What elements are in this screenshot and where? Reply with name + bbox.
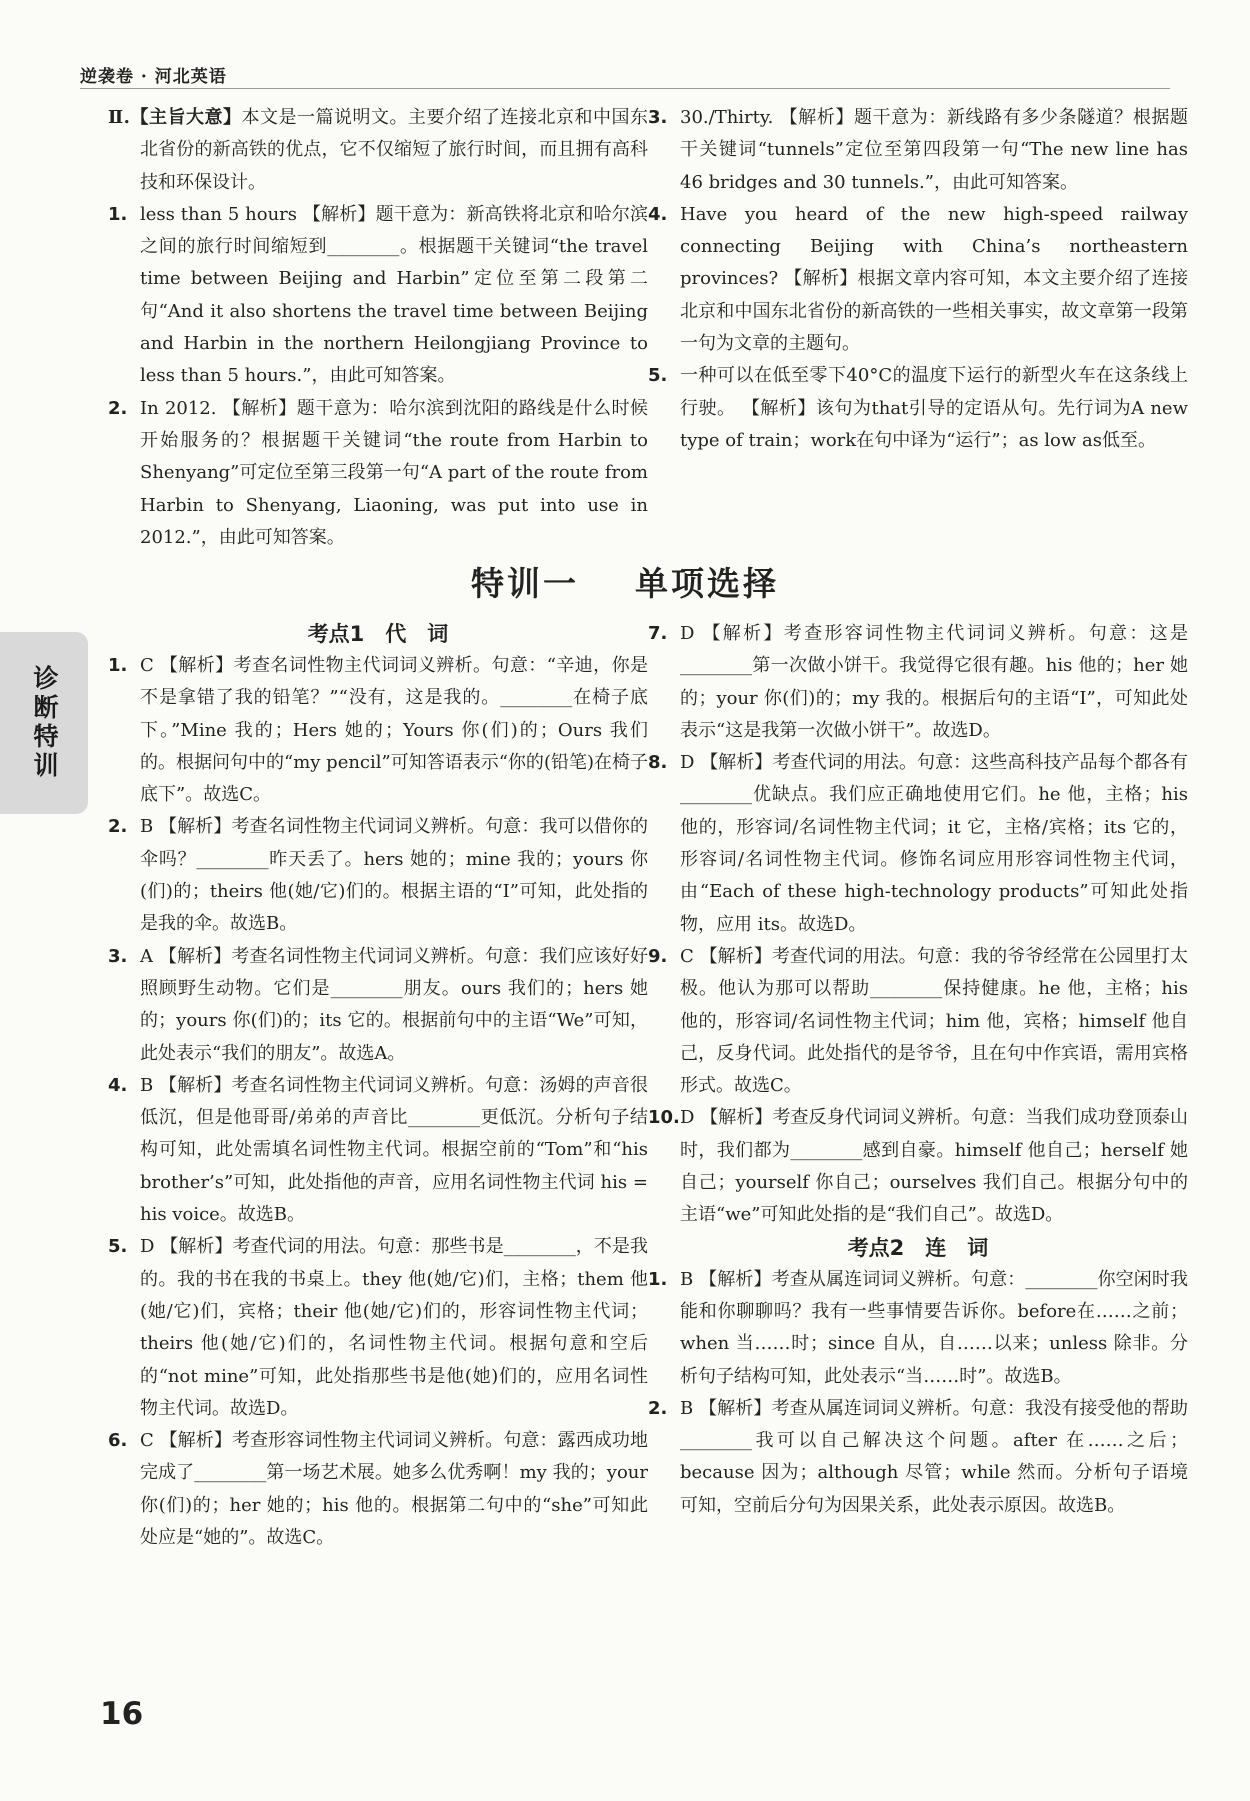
- point1-title: 考点1 代 词: [307, 622, 449, 646]
- answer-item: [108, 811, 648, 940]
- answer-item: [108, 941, 648, 1070]
- item-text: 30./Thirty. 【解析】题干意为：新线路有多少条隧道？根据题干关键词“tunnels”定位至第四段第一句“The new line has 46 bridges and 30 tunnels.”，由此可知答案。: [680, 107, 1188, 193]
- item-number: 1.: [108, 655, 128, 676]
- point2-title: 考点2 连 词: [847, 1235, 989, 1260]
- item-number: 1.: [648, 1268, 668, 1290]
- item-number: 9.: [648, 945, 668, 967]
- item-number: 4.: [648, 203, 668, 225]
- header-divider: [80, 88, 1170, 89]
- main-idea-tag: 【主旨大意】: [129, 107, 242, 128]
- item-number: 3.: [108, 945, 128, 967]
- answer-item: [648, 747, 1188, 941]
- item-number: 3.: [648, 107, 668, 128]
- passage-answer-item: [648, 102, 1188, 199]
- main-idea-paragraph: [108, 102, 648, 199]
- item-number: 5.: [108, 1236, 128, 1258]
- item-text: C 【解析】考查名词性物主代词词义辨析。句意：“辛迪，你是不是拿错了我的铅笔？”“没有，这是我的。________在椅子底下。”Mine 我的；Hers 她的；Yours 你(们)的；Ours 我们的。根据问句中的“my pencil”可知答语表示“你的(铅笔)在椅子底下”。故选C。: [140, 655, 648, 806]
- running-header: 逆袭卷 · 河北英语: [80, 67, 227, 87]
- item-text: D 【解析】考查代词的用法。句意：这些高科技产品每个都各有________优缺点。我们应正确地使用它们。he 他，主格；his 他的，形容词/名词性物主代词；it 它，主格/宾格；its 它的，形容词/名词性物主代词。修饰名词应用形容词性物主代词，由“Each of these high-technology products”可知此处指物，应用 its。故选D。: [680, 752, 1188, 935]
- item-text: 一种可以在低至零下40°C的温度下运行的新型火车在这条线上行驶。 【解析】该句为that引导的定语从句。先行词为A new type of train；work在句中译为“运行”；as low as低至。: [680, 365, 1188, 451]
- item-text: Have you heard of the new high-speed railway connecting Beijing with China’s northeastern provinces? 【解析】根据文章内容可知，本文主要介绍了连接北京和中国东北省份的新高铁的一些相关事实，故文章第一段第一句为文章的主题句。: [680, 203, 1188, 355]
- item-number: 1.: [108, 203, 128, 225]
- item-number: 2.: [648, 1397, 668, 1419]
- answer-item: [108, 1070, 648, 1231]
- item-number: 4.: [108, 1074, 128, 1096]
- answer-item: [648, 941, 1188, 1102]
- item-text: C 【解析】考查代词的用法。句意：我的爷爷经常在公园里打太极。他认为那可以帮助________保持健康。he 他，主格；his 他的，形容词/名词性物主代词；him 他，宾格；himself 他自己，反身代词。此处指代的是爷爷，且在句中作宾语，需用宾格形式。故选C。: [680, 945, 1188, 1097]
- side-tab-label: 诊断特训: [30, 665, 59, 781]
- item-text: B 【解析】考查名词性物主代词词义辨析。句意：我可以借你的伞吗？________昨天丢了。hers 她的；mine 我的；yours 你(们)的；theirs 他(她/它)们的。根据主语的“I”可知，此处指的是我的伞。故选B。: [140, 816, 648, 935]
- item-number: 2.: [108, 816, 128, 838]
- passage-answer-item: [648, 199, 1188, 360]
- passage-answer-item: [648, 360, 1188, 457]
- item-text: A 【解析】考查名词性物主代词词义辨析。句意：我们应该好好照顾野生动物。它们是________朋友。ours 我们的；hers 她的；yours 你(们)的；its 它的。根据前句中的主语“We”可知，此处表示“我们的朋友”。故选A。: [140, 945, 648, 1064]
- passage-answer-item: [108, 199, 648, 393]
- answer-item: [108, 1231, 648, 1425]
- item-text: B 【解析】考查从属连词词义辨析。句意：我没有接受他的帮助________我可以自己解决这个问题。after 在……之后；because 因为；although 尽管；while 然而。分析句子语境可知，空前后分句为因果关系，此处表示原因。故选B。: [680, 1397, 1188, 1516]
- answer-item: [648, 1393, 1188, 1522]
- item-text: D 【解析】考查代词的用法。句意：那些书是________，不是我的。我的书在我的书桌上。they 他(她/它)们，主格；them 他(她/它)们，宾格；their 他(她/它)们的，形容词性物主代词；theirs 他(她/它)们的，名词性物主代词。根据句意和空后的“not mine”可知，此处指那些书是他(她)们的，应用名词性物主代词。故选D。: [140, 1236, 648, 1419]
- item-text: D 【解析】考查形容词性物主代词词义辨析。句意：这是________第一次做小饼干。我觉得它很有趣。his 他的；her 她的；your 你(们)的；my 我的。根据后句的主语“I”，可知此处表示“这是我第一次做小饼干”。故选D。: [680, 623, 1188, 741]
- section-roman-numeral: Ⅱ.: [108, 107, 130, 128]
- passage-answers-right: [648, 102, 1188, 457]
- item-number: 2.: [108, 397, 128, 419]
- item-number: 7.: [648, 623, 668, 644]
- section-title-left: 特训一: [471, 564, 579, 603]
- item-number: 6.: [108, 1430, 128, 1452]
- pronoun-answers-left: [108, 618, 648, 1554]
- passage-answers-left: [108, 102, 648, 554]
- item-number: 8.: [648, 752, 668, 774]
- item-text: In 2012. 【解析】题干意为：哈尔滨到沈阳的路线是什么时候开始服务的？根据题干关键词“the route from Harbin to Shenyang”可定位至第三段第一句“A part of the route from Harbin to Shenyang, Liaoning, was put into use in 2012.”，由此可知答案。: [140, 397, 648, 548]
- answer-item: [648, 1102, 1188, 1231]
- main-idea-text: 本文是一篇说明文。主要介绍了连接北京和中国东北省份的新高铁的优点，它不仅缩短了旅行时间，而且拥有高科技和环保设计。: [140, 107, 649, 193]
- item-text: D 【解析】考查反身代词词义辨析。句意：当我们成功登顶泰山时，我们都为________感到自豪。himself 他自己；herself 她自己；yourself 你自己；ourselves 我们自己。根据分句中的主语“we”可知此处指的是“我们自己”。故选D。: [680, 1107, 1188, 1226]
- item-text: B 【解析】考查从属连词词义辨析。句意：________你空闲时我能和你聊聊吗？我有一些事情要告诉你。before在……之前；when 当……时；since 自从，自……以来；unless 除非。分析句子结构可知，此处表示“当……时”。故选B。: [680, 1268, 1188, 1387]
- answer-item: [108, 1425, 648, 1554]
- item-text: less than 5 hours 【解析】题干意为：新高铁将北京和哈尔滨之间的旅行时间缩短到________。根据题干关键词“the travel time between Beijing and Harbin”定位至第二段第二句“And it also shortens the travel time between Beijing and Harbin in the northern Heilongjiang Province to less than 5 hours.”，由此可知答案。: [140, 203, 648, 387]
- page-number: 16: [100, 1696, 144, 1732]
- answer-item: [108, 650, 648, 811]
- pronoun-conjunction-answers-right: [648, 618, 1188, 1522]
- item-text: C 【解析】考查形容词性物主代词词义辨析。句意：露西成功地完成了________第一场艺术展。她多么优秀啊！my 我的；your 你(们)的；her 她的；his 他的。根据第二句中的“she”可知此处应是“她的”。故选C。: [140, 1430, 648, 1549]
- item-text: B 【解析】考查名词性物主代词词义辨析。句意：汤姆的声音很低沉，但是他哥哥/弟弟的声音比________更低沉。分析句子结构可知，此处需填名词性物主代词。根据空前的“Tom”和“his brother’s”可知，此处指他的声音，应用名词性物主代词 his = his voice。故选B。: [140, 1074, 648, 1226]
- answer-item: [648, 1264, 1188, 1393]
- section-title-right: 单项选择: [635, 564, 779, 603]
- item-number: 10.: [648, 1107, 680, 1129]
- answer-item: [648, 618, 1188, 747]
- side-tab: [0, 632, 88, 814]
- section-title: [0, 558, 1250, 605]
- passage-answer-item: [108, 393, 648, 554]
- item-number: 5.: [648, 365, 668, 387]
